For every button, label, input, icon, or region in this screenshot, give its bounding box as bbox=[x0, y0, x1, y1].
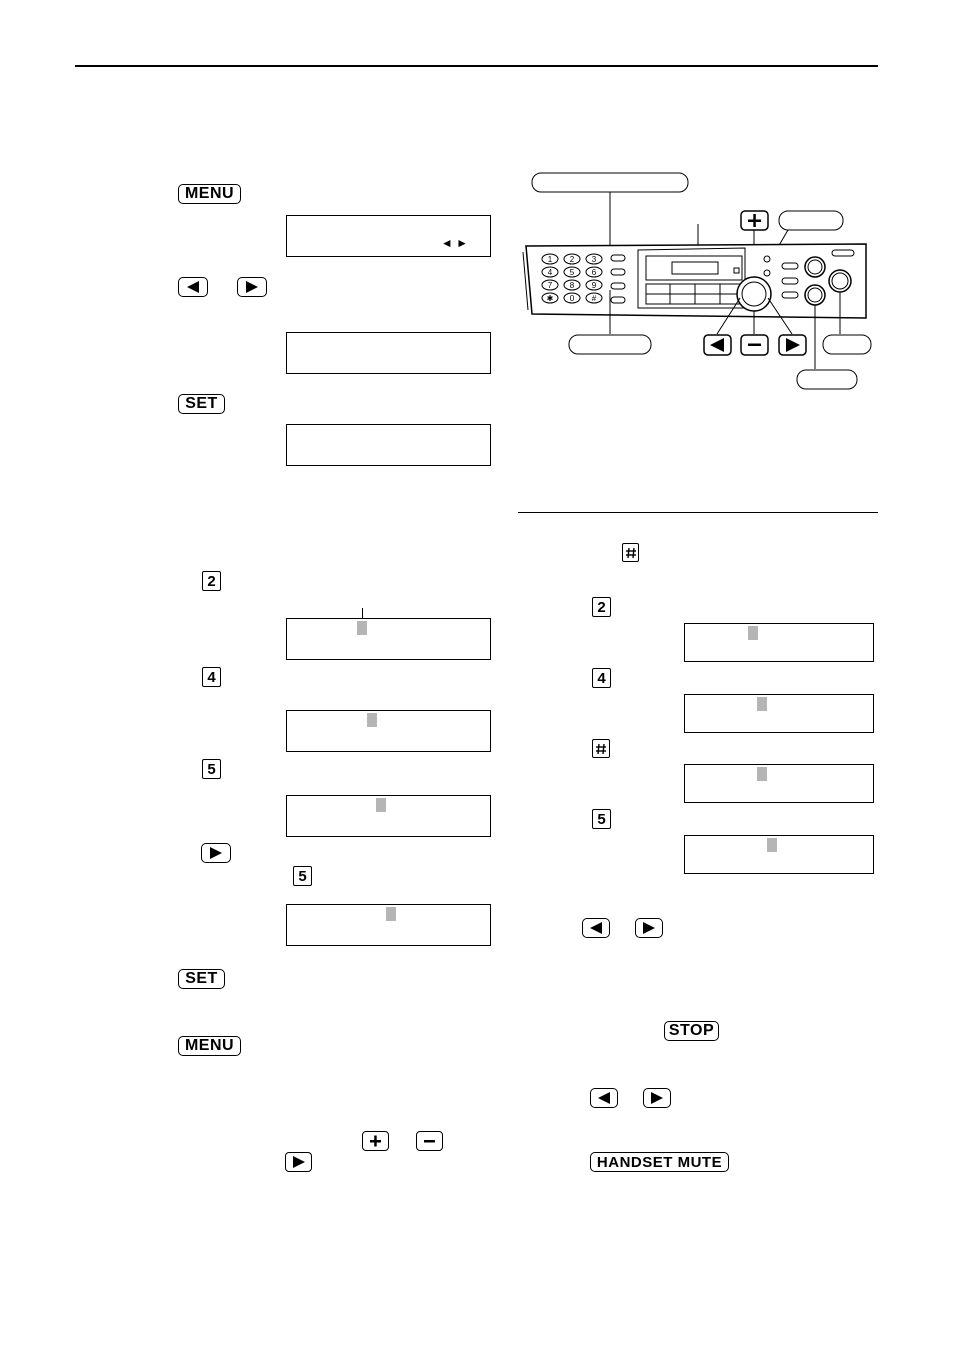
left-arrow-key[interactable] bbox=[178, 277, 208, 297]
svg-text:3: 3 bbox=[591, 255, 597, 264]
cursor bbox=[357, 621, 367, 635]
svg-text:1: 1 bbox=[547, 255, 553, 264]
plus-icon bbox=[363, 1132, 388, 1150]
right-arrow-key[interactable] bbox=[237, 277, 267, 297]
front-panel-diagram bbox=[520, 168, 880, 398]
right-arrow-key[interactable] bbox=[201, 843, 231, 863]
pound-icon bbox=[624, 545, 638, 561]
right-arrow-icon bbox=[286, 1153, 311, 1171]
set-key[interactable]: SET bbox=[178, 969, 225, 989]
lcd-display-5 bbox=[286, 710, 491, 752]
lcd-display-8 bbox=[684, 623, 874, 662]
handset-mute-key[interactable]: HANDSET MUTE bbox=[590, 1152, 729, 1172]
pound-key[interactable] bbox=[592, 739, 610, 758]
svg-text:4: 4 bbox=[547, 268, 553, 277]
section-rule bbox=[518, 512, 878, 513]
minus-key[interactable] bbox=[416, 1131, 443, 1151]
number-key-5[interactable]: 5 bbox=[293, 866, 312, 886]
lcd-display-9 bbox=[684, 694, 874, 733]
lcd-display-2 bbox=[286, 332, 491, 374]
lcd-display-4 bbox=[286, 618, 491, 660]
left-arrow-icon bbox=[179, 278, 207, 296]
right-arrow-icon bbox=[202, 844, 230, 862]
menu-key[interactable]: MENU bbox=[178, 184, 241, 204]
lcd-display-11 bbox=[684, 835, 874, 874]
left-arrow-icon bbox=[583, 919, 609, 937]
svg-text:0: 0 bbox=[569, 294, 575, 303]
number-key-4[interactable]: 4 bbox=[592, 668, 611, 688]
cursor bbox=[757, 697, 767, 711]
cursor bbox=[748, 626, 758, 640]
svg-text:8: 8 bbox=[569, 281, 575, 290]
right-arrow-key[interactable] bbox=[635, 918, 663, 938]
svg-text:6: 6 bbox=[591, 268, 597, 277]
cursor bbox=[367, 713, 377, 727]
number-key-2[interactable]: 2 bbox=[592, 597, 611, 617]
cursor bbox=[386, 907, 396, 921]
pound-key[interactable] bbox=[622, 543, 639, 562]
scroll-indicator: ◄ ► bbox=[440, 236, 468, 250]
number-key-5[interactable]: 5 bbox=[592, 809, 611, 829]
svg-text:9: 9 bbox=[591, 281, 597, 290]
number-key-4[interactable]: 4 bbox=[202, 667, 221, 687]
top-rule bbox=[75, 65, 878, 67]
left-arrow-key[interactable] bbox=[590, 1088, 618, 1108]
menu-key[interactable]: MENU bbox=[178, 1036, 241, 1056]
cursor bbox=[767, 838, 777, 852]
svg-text:2: 2 bbox=[569, 255, 575, 264]
lcd-display-10 bbox=[684, 764, 874, 803]
plus-key[interactable] bbox=[362, 1131, 389, 1151]
lcd-display-7 bbox=[286, 904, 491, 946]
lcd-display-1 bbox=[286, 215, 491, 257]
cursor bbox=[757, 767, 767, 781]
right-arrow-icon bbox=[238, 278, 266, 296]
fax-panel-illustration bbox=[520, 168, 880, 398]
lcd-display-3 bbox=[286, 424, 491, 466]
minus-icon bbox=[417, 1132, 442, 1150]
right-arrow-key[interactable] bbox=[643, 1088, 671, 1108]
lcd-display-6 bbox=[286, 795, 491, 837]
number-key-2[interactable]: 2 bbox=[202, 571, 221, 591]
svg-text:✱: ✱ bbox=[546, 294, 554, 303]
svg-text:7: 7 bbox=[547, 281, 553, 290]
pound-icon bbox=[594, 741, 608, 757]
svg-text:#: # bbox=[591, 294, 597, 303]
right-arrow-icon bbox=[644, 1089, 670, 1107]
right-arrow-key[interactable] bbox=[285, 1152, 312, 1172]
svg-text:5: 5 bbox=[569, 268, 575, 277]
left-arrow-icon bbox=[591, 1089, 617, 1107]
set-key[interactable]: SET bbox=[178, 394, 225, 414]
left-arrow-key[interactable] bbox=[582, 918, 610, 938]
cursor bbox=[376, 798, 386, 812]
stop-key[interactable]: STOP bbox=[664, 1021, 719, 1041]
right-arrow-icon bbox=[636, 919, 662, 937]
number-key-5[interactable]: 5 bbox=[202, 759, 221, 779]
